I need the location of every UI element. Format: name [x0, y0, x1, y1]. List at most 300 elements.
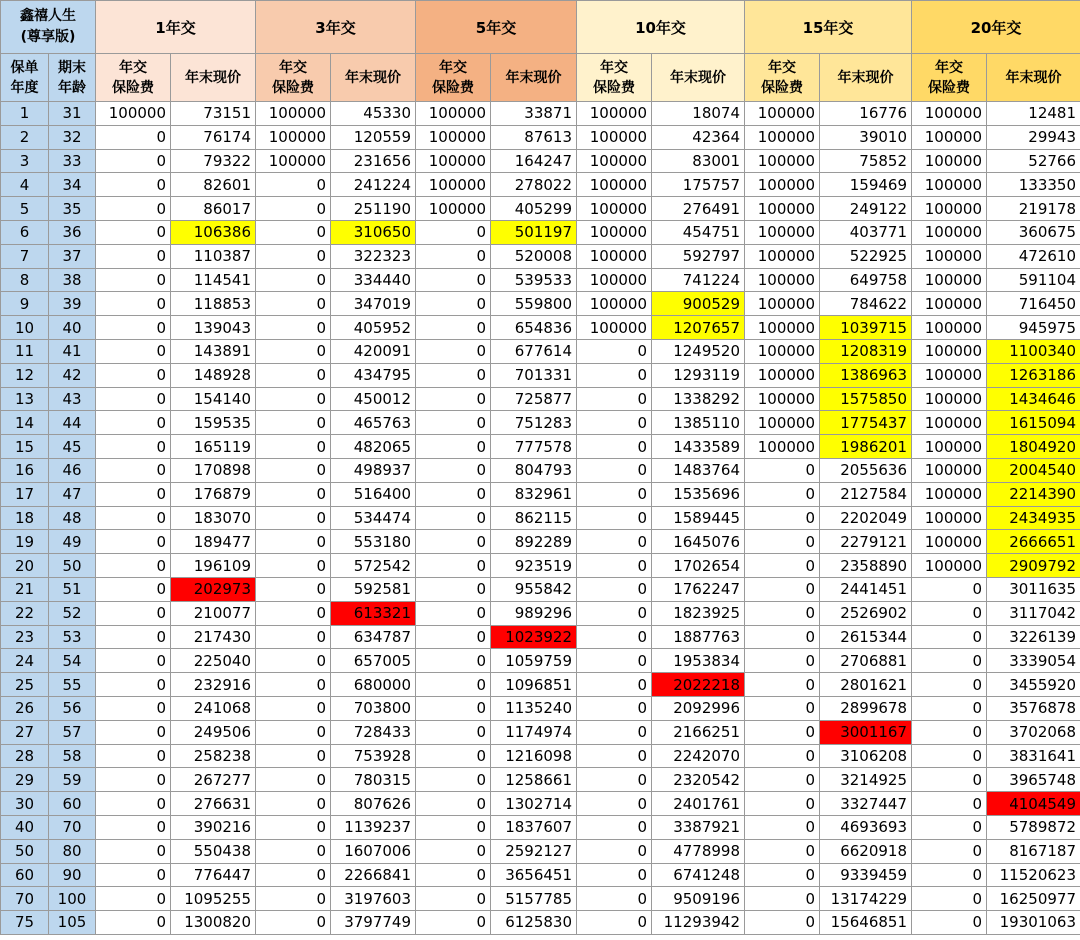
premium-cell: 100000: [912, 102, 987, 126]
premium-cell: 0: [96, 911, 171, 935]
policy-year-cell: 40: [1, 815, 49, 839]
policy-year-cell: 24: [1, 649, 49, 673]
premium-cell: 100000: [577, 173, 652, 197]
premium-cell: 0: [577, 458, 652, 482]
cash-value-cell: 106386: [171, 220, 256, 244]
cash-value-cell: 832961: [491, 482, 577, 506]
policy-year-header: [1, 54, 49, 102]
premium-cell: 0: [416, 768, 491, 792]
cash-value-cell: 11520623: [987, 863, 1080, 887]
premium-cell: 0: [416, 411, 491, 435]
cash-value-cell: 3797749: [331, 911, 416, 935]
cash-value-cell: 1096851: [491, 673, 577, 697]
cash-value-cell: 2615344: [820, 625, 912, 649]
end-age-cell: 105: [49, 911, 96, 935]
end-age-cell: 33: [49, 149, 96, 173]
premium-cell: 0: [96, 625, 171, 649]
premium-cell: 100000: [912, 268, 987, 292]
premium-cell: 0: [256, 339, 331, 363]
cash-value-cell: 189477: [171, 530, 256, 554]
end-age-header-line1: 期末: [58, 59, 86, 76]
cash-value-cell: 2909792: [987, 554, 1080, 578]
premium-cell: 0: [96, 673, 171, 697]
policy-year-cell: 16: [1, 458, 49, 482]
premium-header: [416, 54, 491, 102]
end-age-header-line2: 年龄: [58, 79, 86, 96]
cash-value-cell: 202973: [171, 577, 256, 601]
premium-cell: 100000: [577, 102, 652, 126]
end-age-cell: 48: [49, 506, 96, 530]
premium-cell: 0: [416, 482, 491, 506]
premium-cell: 0: [745, 482, 820, 506]
cash-value-cell: 79322: [171, 149, 256, 173]
premium-cell: 0: [256, 815, 331, 839]
premium-cell: 0: [577, 815, 652, 839]
premium-cell: 0: [96, 363, 171, 387]
cash-value-header: 年末现价: [987, 54, 1080, 102]
cash-value-cell: 592581: [331, 577, 416, 601]
premium-header: [256, 54, 331, 102]
cash-value-cell: 1100340: [987, 339, 1080, 363]
premium-cell: 100000: [912, 125, 987, 149]
cash-value-cell: 3339054: [987, 649, 1080, 673]
cash-value-cell: 1095255: [171, 887, 256, 911]
premium-cell: 0: [745, 720, 820, 744]
premium-cell: 100000: [912, 292, 987, 316]
premium-cell: 0: [416, 339, 491, 363]
cash-value-cell: 1386963: [820, 363, 912, 387]
cash-value-cell: 1385110: [652, 411, 745, 435]
cash-value-cell: 2202049: [820, 506, 912, 530]
premium-cell: 0: [577, 339, 652, 363]
premium-cell: 0: [912, 720, 987, 744]
cash-value-cell: 73151: [171, 102, 256, 126]
table-row: [1, 744, 1080, 768]
policy-year-cell: 1: [1, 102, 49, 126]
premium-cell: 0: [256, 411, 331, 435]
end-age-cell: 38: [49, 268, 96, 292]
cash-value-cell: 251190: [331, 197, 416, 221]
cash-value-cell: 3214925: [820, 768, 912, 792]
premium-cell: 100000: [745, 411, 820, 435]
table-row: [1, 554, 1080, 578]
premium-cell: 100000: [256, 102, 331, 126]
premium-cell: 100000: [745, 435, 820, 459]
policy-year-cell: 22: [1, 601, 49, 625]
premium-cell: 0: [256, 482, 331, 506]
table-row: [1, 815, 1080, 839]
table-row: [1, 577, 1080, 601]
premium-header-line1: 年交: [119, 59, 147, 76]
plan-header-10yr: 10年交: [577, 1, 745, 54]
premium-cell: 0: [745, 554, 820, 578]
policy-year-cell: 5: [1, 197, 49, 221]
premium-cell: 0: [96, 173, 171, 197]
cash-value-header: 年末现价: [491, 54, 577, 102]
premium-cell: 100000: [577, 292, 652, 316]
premium-cell: 0: [745, 649, 820, 673]
cash-value-cell: 777578: [491, 435, 577, 459]
premium-cell: 0: [256, 387, 331, 411]
table-row: [1, 339, 1080, 363]
premium-cell: 0: [96, 292, 171, 316]
cash-value-cell: 42364: [652, 125, 745, 149]
cash-value-cell: 1645076: [652, 530, 745, 554]
cash-value-cell: 4693693: [820, 815, 912, 839]
premium-cell: 100000: [912, 173, 987, 197]
premium-cell: 0: [256, 887, 331, 911]
premium-cell: 0: [96, 768, 171, 792]
cash-value-cell: 3106208: [820, 744, 912, 768]
cash-value-cell: 2320542: [652, 768, 745, 792]
premium-cell: 0: [912, 744, 987, 768]
cash-value-cell: 39010: [820, 125, 912, 149]
cash-value-cell: 751283: [491, 411, 577, 435]
cash-value-cell: 8167187: [987, 839, 1080, 863]
cash-value-cell: 1434646: [987, 387, 1080, 411]
cash-value-header: 年末现价: [652, 54, 745, 102]
end-age-cell: 46: [49, 458, 96, 482]
cash-value-cell: 1174974: [491, 720, 577, 744]
end-age-cell: 40: [49, 316, 96, 340]
policy-year-cell: 23: [1, 625, 49, 649]
premium-cell: 0: [416, 673, 491, 697]
premium-cell: 0: [577, 649, 652, 673]
cash-value-header: 年末现价: [331, 54, 416, 102]
premium-cell: 0: [96, 839, 171, 863]
cash-value-cell: 753928: [331, 744, 416, 768]
table-row: [1, 316, 1080, 340]
cash-value-cell: 159535: [171, 411, 256, 435]
cash-value-cell: 2434935: [987, 506, 1080, 530]
premium-header-line1: 年交: [935, 59, 963, 76]
table-row: [1, 768, 1080, 792]
premium-cell: 0: [745, 911, 820, 935]
cash-value-cell: 1293119: [652, 363, 745, 387]
premium-cell: 100000: [912, 316, 987, 340]
cash-value-cell: 334440: [331, 268, 416, 292]
premium-cell: 0: [416, 863, 491, 887]
cash-value-cell: 1804920: [987, 435, 1080, 459]
table-row: [1, 102, 1080, 126]
premium-cell: 0: [745, 839, 820, 863]
table-row: [1, 244, 1080, 268]
premium-cell: 0: [256, 911, 331, 935]
policy-year-cell: 60: [1, 863, 49, 887]
premium-cell: 0: [912, 792, 987, 816]
premium-cell: 0: [416, 244, 491, 268]
premium-cell: 0: [256, 197, 331, 221]
table-row: [1, 482, 1080, 506]
end-age-cell: 36: [49, 220, 96, 244]
premium-cell: 0: [256, 792, 331, 816]
cash-value-cell: 1207657: [652, 316, 745, 340]
cash-value-cell: 807626: [331, 792, 416, 816]
cash-value-cell: 1300820: [171, 911, 256, 935]
cash-value-cell: 780315: [331, 768, 416, 792]
cash-value-cell: 9509196: [652, 887, 745, 911]
premium-cell: 0: [745, 768, 820, 792]
cash-value-cell: 276631: [171, 792, 256, 816]
premium-cell: 0: [745, 815, 820, 839]
end-age-cell: 47: [49, 482, 96, 506]
table-row: [1, 125, 1080, 149]
end-age-cell: 42: [49, 363, 96, 387]
cash-value-cell: 1986201: [820, 435, 912, 459]
cash-value-cell: 9339459: [820, 863, 912, 887]
premium-header: [577, 54, 652, 102]
premium-cell: 0: [912, 815, 987, 839]
end-age-cell: 59: [49, 768, 96, 792]
premium-cell: 0: [96, 387, 171, 411]
premium-header: [912, 54, 987, 102]
cash-value-cell: 2127584: [820, 482, 912, 506]
premium-cell: 0: [256, 292, 331, 316]
premium-cell: 0: [912, 839, 987, 863]
cash-value-cell: 1483764: [652, 458, 745, 482]
premium-cell: 0: [416, 815, 491, 839]
cash-value-cell: 900529: [652, 292, 745, 316]
cash-value-cell: 52766: [987, 149, 1080, 173]
cash-value-cell: 1338292: [652, 387, 745, 411]
premium-cell: 0: [96, 815, 171, 839]
end-age-cell: 60: [49, 792, 96, 816]
end-age-cell: 57: [49, 720, 96, 744]
cash-value-cell: 2401761: [652, 792, 745, 816]
premium-cell: 0: [912, 649, 987, 673]
premium-cell: 0: [912, 887, 987, 911]
end-age-cell: 55: [49, 673, 96, 697]
premium-cell: 0: [96, 411, 171, 435]
premium-cell: 0: [416, 887, 491, 911]
premium-cell: 0: [577, 625, 652, 649]
premium-cell: 0: [577, 577, 652, 601]
premium-header-line2: 保险费: [272, 79, 314, 96]
cash-value-cell: 498937: [331, 458, 416, 482]
table-row: [1, 530, 1080, 554]
cash-value-cell: 176879: [171, 482, 256, 506]
policy-year-cell: 13: [1, 387, 49, 411]
cash-value-cell: 405952: [331, 316, 416, 340]
cash-value-cell: 1433589: [652, 435, 745, 459]
cash-value-cell: 703800: [331, 696, 416, 720]
premium-cell: 0: [745, 506, 820, 530]
policy-year-cell: 12: [1, 363, 49, 387]
premium-cell: 0: [256, 625, 331, 649]
cash-value-cell: 219178: [987, 197, 1080, 221]
premium-cell: 0: [416, 363, 491, 387]
plan-header-1yr: 1年交: [96, 1, 256, 54]
premium-cell: 0: [416, 696, 491, 720]
cash-value-cell: 634787: [331, 625, 416, 649]
cash-value-cell: 278022: [491, 173, 577, 197]
cash-value-cell: 3001167: [820, 720, 912, 744]
end-age-cell: 80: [49, 839, 96, 863]
cash-value-cell: 1702654: [652, 554, 745, 578]
cash-value-cell: 776447: [171, 863, 256, 887]
policy-year-cell: 2: [1, 125, 49, 149]
table-row: [1, 220, 1080, 244]
table-row: [1, 625, 1080, 649]
table-row: [1, 173, 1080, 197]
premium-cell: 100000: [416, 149, 491, 173]
premium-cell: 0: [256, 268, 331, 292]
premium-cell: 0: [256, 530, 331, 554]
premium-cell: 0: [416, 268, 491, 292]
premium-cell: 0: [416, 220, 491, 244]
plan-header-15yr: 15年交: [745, 1, 912, 54]
premium-cell: 0: [96, 530, 171, 554]
cash-value-cell: 654836: [491, 316, 577, 340]
premium-cell: 0: [96, 458, 171, 482]
premium-cell: 0: [745, 601, 820, 625]
cash-value-cell: 2266841: [331, 863, 416, 887]
policy-year-header-line1: 保单: [10, 59, 39, 76]
premium-header-line2: 保险费: [761, 79, 803, 96]
premium-cell: 0: [416, 792, 491, 816]
premium-cell: 0: [577, 435, 652, 459]
cash-value-cell: 3197603: [331, 887, 416, 911]
premium-cell: 0: [577, 839, 652, 863]
cash-value-cell: 114541: [171, 268, 256, 292]
table-row: [1, 601, 1080, 625]
cash-value-cell: 170898: [171, 458, 256, 482]
premium-cell: 0: [745, 530, 820, 554]
premium-cell: 0: [416, 577, 491, 601]
premium-cell: 0: [577, 387, 652, 411]
premium-cell: 0: [416, 435, 491, 459]
policy-year-cell: 75: [1, 911, 49, 935]
cash-value-cell: 728433: [331, 720, 416, 744]
policy-year-cell: 30: [1, 792, 49, 816]
cash-value-cell: 241068: [171, 696, 256, 720]
premium-header-line2: 保险费: [432, 79, 474, 96]
end-age-cell: 58: [49, 744, 96, 768]
cash-value-cell: 45330: [331, 102, 416, 126]
premium-cell: 0: [745, 887, 820, 911]
policy-year-cell: 14: [1, 411, 49, 435]
premium-cell: 100000: [416, 173, 491, 197]
cash-value-cell: 175757: [652, 173, 745, 197]
table-row: [1, 268, 1080, 292]
cash-value-cell: 1059759: [491, 649, 577, 673]
premium-cell: 0: [912, 863, 987, 887]
policy-year-cell: 6: [1, 220, 49, 244]
premium-cell: 0: [912, 768, 987, 792]
policy-year-cell: 9: [1, 292, 49, 316]
cash-value-cell: 2666651: [987, 530, 1080, 554]
cash-value-cell: 1589445: [652, 506, 745, 530]
premium-cell: 100000: [912, 220, 987, 244]
product-name: 鑫禧人生: [20, 8, 76, 24]
cash-value-cell: 1249520: [652, 339, 745, 363]
table-row: [1, 887, 1080, 911]
policy-year-cell: 15: [1, 435, 49, 459]
premium-cell: 0: [96, 339, 171, 363]
premium-cell: 0: [745, 792, 820, 816]
cash-value-cell: 3576878: [987, 696, 1080, 720]
premium-header-line1: 年交: [279, 59, 307, 76]
policy-year-cell: 29: [1, 768, 49, 792]
policy-year-cell: 8: [1, 268, 49, 292]
premium-cell: 0: [416, 506, 491, 530]
cash-value-cell: 267277: [171, 768, 256, 792]
premium-cell: 0: [96, 720, 171, 744]
cash-value-cell: 945975: [987, 316, 1080, 340]
cash-value-cell: 3117042: [987, 601, 1080, 625]
end-age-cell: 37: [49, 244, 96, 268]
cash-value-cell: 465763: [331, 411, 416, 435]
policy-year-cell: 18: [1, 506, 49, 530]
premium-header-line2: 保险费: [593, 79, 635, 96]
cash-value-cell: 2092996: [652, 696, 745, 720]
premium-cell: 0: [96, 744, 171, 768]
cash-value-cell: 249122: [820, 197, 912, 221]
premium-cell: 100000: [745, 387, 820, 411]
cash-value-cell: 4778998: [652, 839, 745, 863]
cash-value-cell: 955842: [491, 577, 577, 601]
premium-header: [96, 54, 171, 102]
premium-cell: 0: [745, 863, 820, 887]
premium-cell: 0: [745, 458, 820, 482]
premium-cell: 0: [416, 720, 491, 744]
cash-value-cell: 241224: [331, 173, 416, 197]
cash-value-cell: 434795: [331, 363, 416, 387]
cash-value-cell: 19301063: [987, 911, 1080, 935]
cash-value-cell: 657005: [331, 649, 416, 673]
cash-value-cell: 3831641: [987, 744, 1080, 768]
premium-cell: 100000: [912, 197, 987, 221]
end-age-cell: 100: [49, 887, 96, 911]
cash-value-cell: 701331: [491, 363, 577, 387]
premium-cell: 0: [577, 911, 652, 935]
cash-value-cell: 159469: [820, 173, 912, 197]
premium-cell: 0: [256, 554, 331, 578]
end-age-cell: 45: [49, 435, 96, 459]
cash-value-cell: 559800: [491, 292, 577, 316]
cash-value-cell: 347019: [331, 292, 416, 316]
premium-cell: 100000: [577, 220, 652, 244]
end-age-cell: 53: [49, 625, 96, 649]
cash-value-cell: 2242070: [652, 744, 745, 768]
premium-cell: 0: [577, 863, 652, 887]
cash-value-cell: 1837607: [491, 815, 577, 839]
end-age-cell: 50: [49, 554, 96, 578]
premium-cell: 0: [416, 744, 491, 768]
cash-value-cell: 2706881: [820, 649, 912, 673]
premium-cell: 0: [416, 387, 491, 411]
cash-value-cell: 148928: [171, 363, 256, 387]
cash-value-cell: 862115: [491, 506, 577, 530]
premium-header: [745, 54, 820, 102]
plan-header-3yr: 3年交: [256, 1, 416, 54]
premium-cell: 0: [912, 625, 987, 649]
cash-value-header: 年末现价: [171, 54, 256, 102]
cash-value-cell: 725877: [491, 387, 577, 411]
premium-cell: 0: [577, 887, 652, 911]
policy-year-cell: 26: [1, 696, 49, 720]
cash-value-cell: 2526902: [820, 601, 912, 625]
cash-value-cell: 804793: [491, 458, 577, 482]
end-age-cell: 44: [49, 411, 96, 435]
premium-header-line2: 保险费: [112, 79, 154, 96]
cash-value-cell: 3702068: [987, 720, 1080, 744]
premium-cell: 0: [256, 768, 331, 792]
table-row: [1, 506, 1080, 530]
premium-cell: 0: [416, 625, 491, 649]
premium-header-line1: 年交: [439, 59, 467, 76]
cash-value-cell: 1216098: [491, 744, 577, 768]
